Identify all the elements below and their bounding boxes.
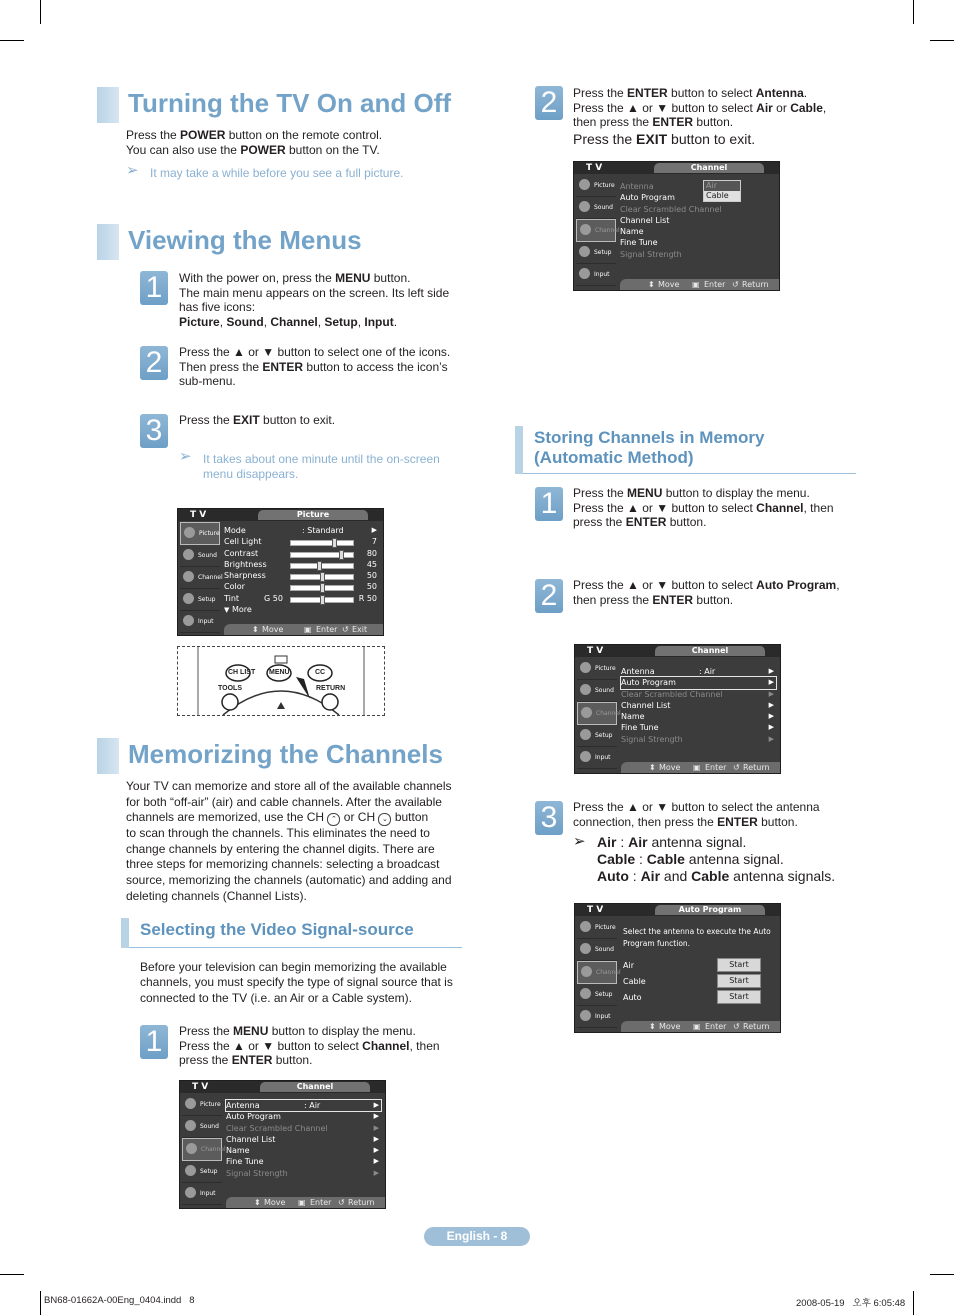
- step-number: 2: [535, 86, 563, 120]
- osd-row[interactable]: Name ▶: [621, 712, 774, 722]
- storing-step3-notes: ➢ Air : Air antenna signal. Cable : Cable antenna signal. Auto : Air and Cable antenna signals.: [573, 833, 836, 884]
- osd-row[interactable]: Antenna : Air ▶: [621, 667, 774, 676]
- auto-program-rows: [623, 958, 763, 1006]
- crop-mark: [40, 1291, 41, 1315]
- osd-row-slider[interactable]: Contrast 80: [224, 548, 377, 558]
- side-item-setup[interactable]: Setup: [576, 242, 616, 264]
- picture-icon: [580, 662, 591, 673]
- arrow-right-icon: ▶: [768, 678, 774, 687]
- ch-down-icon: ⌄: [378, 813, 391, 826]
- section-heading-turning: Turning the TV On and Off: [97, 87, 457, 123]
- step-number: 2: [535, 579, 563, 613]
- auto-program-row: Air Start: [623, 958, 763, 974]
- arrow-right-icon: ▶: [768, 689, 774, 698]
- enter-icon: ▣: [693, 1022, 701, 1031]
- sound-icon: [580, 943, 591, 954]
- setup-icon: [580, 988, 591, 999]
- osd-row[interactable]: Auto Program ▶: [226, 1112, 379, 1122]
- crop-mark: [930, 40, 954, 41]
- note-arrow-icon: ➢: [573, 833, 586, 850]
- antenna-step2-text: Press the ENTER button to select Antenna. Press the ▲ or ▼ button to select Air or Cable, then press the ENTER button. Press the EXIT button to exit.: [573, 86, 827, 147]
- osd-row[interactable]: Signal Strength: [620, 249, 682, 259]
- arrow-right-icon: ▶: [768, 667, 774, 675]
- osd-row-mode[interactable]: Mode : Standard ▶: [224, 526, 377, 535]
- storing-step2-text: Press the ▲ or ▼ button to select Auto Program, then press the ENTER button.: [573, 578, 840, 607]
- return-icon: ↺: [338, 1198, 345, 1207]
- crop-mark: [930, 1274, 954, 1275]
- osd-row[interactable]: Antenna : Air ▶: [226, 1101, 379, 1110]
- osd-tv-label: T V: [586, 163, 603, 173]
- arrow-right-icon: ▶: [373, 1157, 379, 1166]
- side-item-sound[interactable]: Sound: [182, 1116, 222, 1138]
- crop-mark: [0, 40, 24, 41]
- start-button[interactable]: Start: [717, 974, 761, 988]
- osd-bottom-bar: ⬍ Move ▣ Enter ↺ Return: [621, 1021, 780, 1032]
- channel-icon: [183, 571, 194, 582]
- osd-title: Auto Program: [655, 905, 765, 915]
- arrow-right-icon: ▶: [768, 712, 774, 721]
- osd-row[interactable]: Clear Scrambled Channel ▶: [226, 1123, 379, 1133]
- tools-label: TOOLS: [218, 685, 242, 692]
- channel-icon: [581, 707, 592, 718]
- step-number: 1: [140, 271, 168, 305]
- enter-icon: ▣: [693, 763, 701, 772]
- step-number: 1: [535, 487, 563, 521]
- osd-title: Picture: [258, 510, 368, 520]
- osd-row[interactable]: Fine Tune ▶: [226, 1157, 379, 1167]
- arrow-right-icon: ▶: [373, 1134, 379, 1143]
- input-icon: [183, 615, 194, 626]
- osd-row[interactable]: Fine Tune ▶: [621, 723, 774, 733]
- setup-icon: [183, 593, 194, 604]
- side-item-sound[interactable]: Sound: [576, 197, 616, 219]
- osd-row[interactable]: Auto Program: [620, 193, 675, 203]
- start-button[interactable]: Start: [717, 990, 761, 1004]
- chlist-button[interactable]: CH LIST: [228, 669, 256, 676]
- move-icon: ⬍: [649, 763, 656, 772]
- osd-channel-rows: [620, 181, 775, 260]
- osd-bottom-bar: ⬍ Move ▣ Enter ↺ Return: [226, 1197, 385, 1208]
- storing-step3-text: Press the ▲ or ▼ button to select the antenna connection, then press the ENTER button.: [573, 800, 820, 829]
- remote-illustration: [177, 646, 385, 716]
- osd-row[interactable]: Channel List: [620, 215, 670, 225]
- popup-option-cable[interactable]: Cable: [704, 191, 740, 201]
- side-item-channel[interactable]: Channel: [577, 961, 617, 984]
- crop-mark: [40, 0, 41, 24]
- start-button[interactable]: Start: [717, 958, 761, 972]
- step-number: 1: [140, 1025, 168, 1059]
- input-icon: [579, 268, 590, 279]
- slider-track[interactable]: [290, 552, 354, 558]
- input-icon: [580, 1010, 591, 1021]
- side-item-setup[interactable]: Setup: [577, 984, 617, 1006]
- picture-icon: [579, 179, 590, 190]
- sound-icon: [580, 684, 591, 695]
- return-label: RETURN: [316, 685, 346, 692]
- osd-row[interactable]: Antenna: [620, 182, 654, 191]
- arrow-right-icon: ▶: [768, 723, 774, 732]
- side-item-setup[interactable]: Setup: [180, 589, 220, 611]
- input-icon: [185, 1187, 196, 1198]
- side-item-sound[interactable]: Sound: [180, 545, 220, 567]
- osd-row[interactable]: Clear Scrambled Channel ▶: [621, 689, 774, 699]
- osd-channel-rows: [226, 1100, 381, 1179]
- viewing-step3-text: Press the EXIT button to exit.: [179, 413, 336, 427]
- osd-side-menu: [576, 175, 620, 286]
- auto-program-description: Select the antenna to execute the Auto Program function.: [623, 927, 771, 948]
- slider-track[interactable]: [290, 563, 354, 569]
- section-heading-viewing: Viewing the Menus: [97, 224, 457, 260]
- osd-channel-menu-a: [179, 1080, 386, 1209]
- exit-icon: ↺: [342, 625, 349, 634]
- picture-icon: [184, 527, 195, 538]
- sound-icon: [185, 1120, 196, 1131]
- side-item-picture[interactable]: Picture: [577, 917, 617, 939]
- setup-icon: [580, 729, 591, 740]
- osd-row-slider[interactable]: Cell Light 7: [224, 537, 377, 547]
- osd-row-slider[interactable]: Sharpness 50: [224, 571, 377, 581]
- channel-icon: [186, 1143, 197, 1154]
- enter-icon: ▣: [304, 625, 312, 634]
- osd-title: Channel: [654, 163, 764, 173]
- side-item-picture[interactable]: Picture: [577, 658, 617, 680]
- osd-tv-label: T V: [190, 510, 207, 520]
- side-item-sound[interactable]: Sound: [577, 939, 617, 961]
- subheading-video-source: Selecting the Video Signal-source: [121, 918, 462, 948]
- enter-icon: ▣: [298, 1198, 306, 1207]
- side-item-input[interactable]: Input: [180, 611, 220, 633]
- video-source-step1-text: Press the MENU button to display the menu. Press the ▲ or ▼ button to select Channel, then press the ENTER button.: [179, 1024, 440, 1067]
- side-item-picture[interactable]: Picture: [576, 175, 616, 197]
- osd-row-slider[interactable]: Brightness 45: [224, 559, 377, 569]
- move-icon: ⬍: [649, 1022, 656, 1031]
- footer-file-name: BN68-01662A-00Eng_0404.indd 8: [44, 1295, 195, 1306]
- side-item-picture[interactable]: Picture: [180, 522, 220, 545]
- osd-channel-menu-c: [574, 644, 781, 774]
- osd-row[interactable]: Name: [620, 227, 644, 237]
- osd-picture-menu: [177, 508, 384, 636]
- picture-icon: [580, 921, 591, 932]
- osd-row-more[interactable]: ▼ More: [224, 605, 252, 615]
- osd-side-menu: [180, 522, 223, 633]
- remote-drawing: [178, 647, 384, 715]
- osd-row-slider[interactable]: Tint G 50 R 50: [224, 593, 377, 603]
- osd-side-menu: [182, 1094, 226, 1205]
- slider-track[interactable]: [290, 540, 354, 546]
- side-item-sound[interactable]: Sound: [577, 680, 617, 702]
- auto-program-row: Cable Start: [623, 974, 763, 990]
- side-item-channel[interactable]: Channel: [576, 219, 616, 242]
- side-item-input[interactable]: Input: [182, 1183, 222, 1205]
- viewing-step1-text: With the power on, press the MENU button. The main menu appears on the screen. Its left side has five icons: Picture, Sound, Channel, Setup, Input.: [179, 271, 450, 329]
- input-icon: [580, 751, 591, 762]
- return-icon: ↺: [732, 280, 739, 289]
- ch-up-icon: ⌃: [327, 813, 340, 826]
- osd-bottom-bar: ⬍ Move ▣ Enter ↺ Return: [621, 762, 780, 773]
- subheading-storing: Storing Channels in Memory (Automatic Method): [515, 426, 856, 474]
- side-item-input[interactable]: Input: [577, 747, 617, 769]
- osd-tv-label: T V: [587, 646, 604, 656]
- return-icon: ↺: [733, 763, 740, 772]
- slider-track[interactable]: [290, 574, 354, 580]
- side-item-input[interactable]: Input: [577, 1006, 617, 1028]
- slider-track[interactable]: [290, 597, 354, 603]
- crop-mark: [913, 0, 914, 24]
- osd-side-menu: [577, 917, 621, 1028]
- auto-program-row: Auto Start: [623, 990, 763, 1006]
- osd-side-menu: [577, 658, 621, 769]
- osd-row-slider[interactable]: Color 50: [224, 582, 377, 592]
- cc-button[interactable]: CC: [315, 669, 326, 676]
- slider-track[interactable]: [290, 585, 354, 591]
- osd-bottom-bar: ⬍ Move ▣ Enter ↺ Return: [620, 279, 779, 290]
- arrow-right-icon: ▶: [768, 734, 774, 743]
- osd-row[interactable]: Auto Program ▶: [621, 678, 774, 688]
- video-source-paragraph: Before your television can begin memorizing the available channels, you must specify the type of signal source that is connected to the TV (i.e. an Air or a Cable system).: [140, 960, 453, 1005]
- osd-bottom-bar: ⬍ Move ▣ Enter ↺ Exit: [224, 624, 383, 635]
- section-heading-memorizing: Memorizing the Channels: [97, 738, 457, 774]
- note-arrow-icon: ➢: [179, 448, 192, 465]
- side-item-setup[interactable]: Setup: [577, 725, 617, 747]
- arrow-right-icon: ▶: [768, 700, 774, 709]
- channel-icon: [581, 966, 592, 977]
- arrow-right-icon: ▶: [373, 1112, 379, 1121]
- osd-row[interactable]: Clear Scrambled Channel: [620, 204, 722, 214]
- storing-step1-text: Press the MENU button to display the menu. Press the ▲ or ▼ button to select Channel, then press the ENTER button.: [573, 486, 834, 529]
- page-number-badge: English - 8: [424, 1227, 530, 1246]
- arrow-right-icon: ▶: [373, 1168, 379, 1177]
- arrow-right-icon: ▶: [373, 1123, 379, 1132]
- side-item-input[interactable]: Input: [576, 264, 616, 286]
- move-icon: ⬍: [254, 1198, 261, 1207]
- osd-row[interactable]: Signal Strength ▶: [226, 1168, 379, 1178]
- menu-button[interactable]: MENU: [269, 669, 290, 676]
- osd-row[interactable]: Fine Tune: [620, 238, 658, 248]
- crop-mark: [0, 1274, 24, 1275]
- move-icon: ⬍: [252, 625, 259, 634]
- move-icon: ⬍: [648, 280, 655, 289]
- viewing-note: ➢ It takes about one minute until the on-screen menu disappears.: [179, 448, 440, 481]
- turning-text: Press the POWER button on the remote control. You can also use the POWER button on the TV.: [126, 128, 383, 157]
- turning-note: ➢ It may take a while before you see a full picture.: [126, 162, 404, 180]
- step-number: 3: [140, 414, 168, 448]
- osd-picture-rows: [224, 525, 379, 615]
- osd-tv-label: T V: [587, 905, 604, 915]
- sound-icon: [183, 549, 194, 560]
- viewing-step2-text: Press the ▲ or ▼ button to select one of the icons. Then press the ENTER button to access the icon’s sub-menu.: [179, 345, 451, 388]
- side-item-channel[interactable]: Channel: [182, 1138, 222, 1161]
- osd-row[interactable]: Signal Strength ▶: [621, 734, 774, 744]
- osd-auto-program: [574, 903, 781, 1033]
- arrow-right-icon: ▶: [373, 1101, 379, 1109]
- channel-icon: [580, 224, 591, 235]
- picture-icon: [185, 1098, 196, 1109]
- osd-row[interactable]: Channel List ▶: [226, 1134, 379, 1144]
- osd-row[interactable]: Name ▶: [226, 1146, 379, 1156]
- crop-mark: [913, 1291, 914, 1315]
- setup-icon: [185, 1165, 196, 1176]
- side-item-channel[interactable]: Channel: [577, 702, 617, 725]
- osd-channel-menu-b: [573, 161, 780, 291]
- side-item-picture[interactable]: Picture: [182, 1094, 222, 1116]
- osd-title: Channel: [260, 1082, 370, 1092]
- sound-icon: [579, 201, 590, 212]
- memorizing-paragraph: Your TV can memorize and store all of the available channels for both “off-air” (air) and cable channels. After the available channels are memorized, use the CH ⌃ or CH ⌄ button to scan through the channels. This eliminates the need to change channels by entering the channel digits. There are three steps for memorizing channels: selecting a broadcast source, memorizing the channels (automatic) and adding and deleting channels (Channel Lists).: [126, 779, 452, 903]
- note-arrow-icon: ➢: [126, 162, 139, 179]
- osd-tv-label: T V: [192, 1082, 209, 1092]
- popup-option-air[interactable]: Air: [706, 181, 717, 190]
- return-icon: ↺: [733, 1022, 740, 1031]
- side-item-channel[interactable]: Channel: [180, 567, 220, 589]
- setup-icon: [579, 246, 590, 257]
- osd-title: Channel: [655, 646, 765, 656]
- step-number: 3: [535, 801, 563, 835]
- antenna-popup: [703, 180, 741, 202]
- enter-icon: ▣: [692, 280, 700, 289]
- side-item-setup[interactable]: Setup: [182, 1161, 222, 1183]
- step-number: 2: [140, 346, 168, 380]
- osd-channel-rows: [621, 666, 776, 745]
- osd-row[interactable]: Channel List ▶: [621, 700, 774, 710]
- footer-date: 2008-05-19 오후 6:05:48: [796, 1298, 906, 1309]
- arrow-right-icon: ▶: [373, 1146, 379, 1155]
